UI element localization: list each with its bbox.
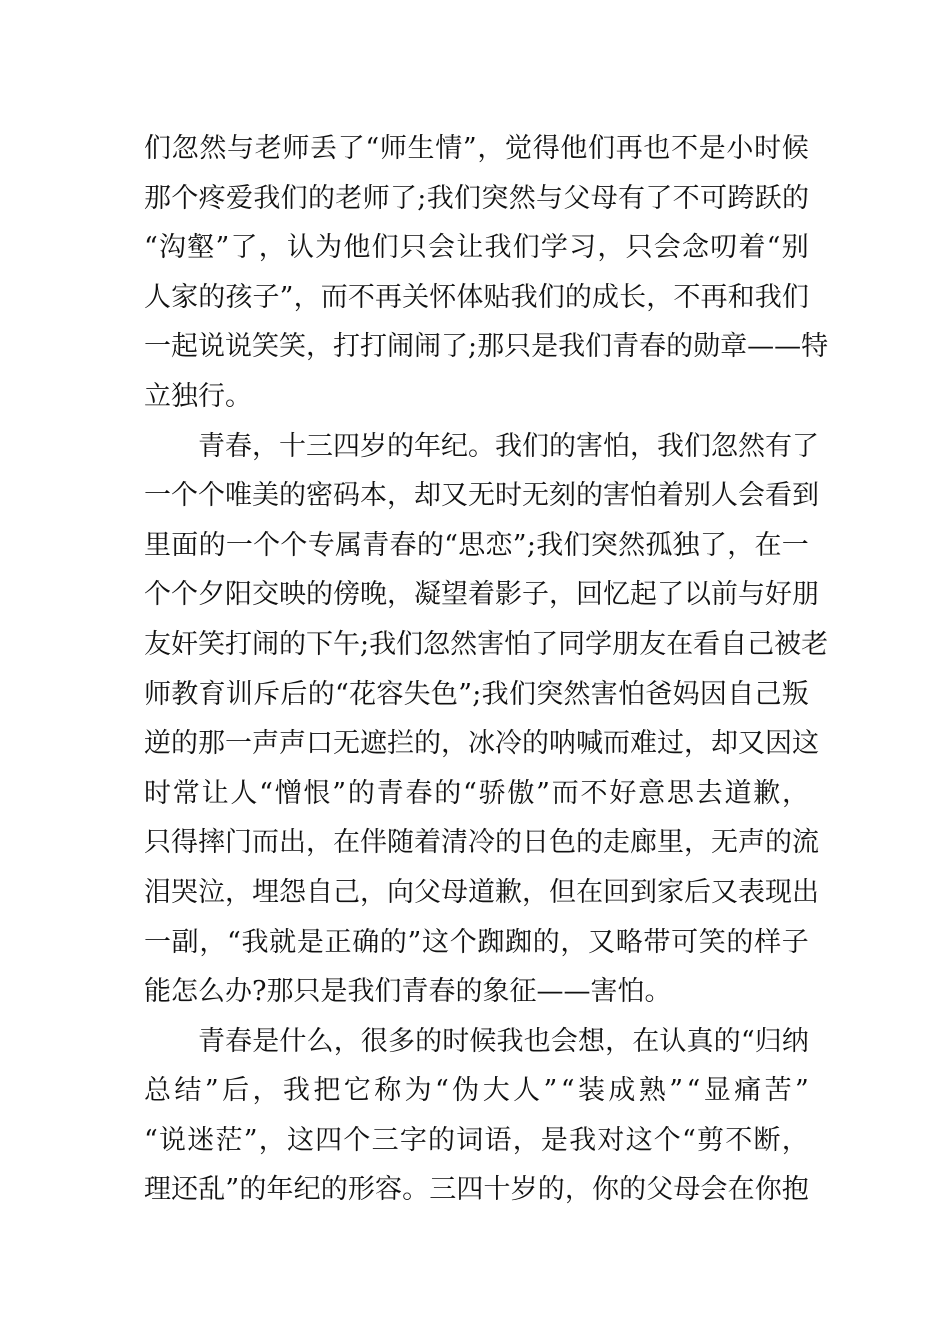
text-line: 里 面 的 一 个 个 专 属 青 春 的 “ 思 恋 ” ; 我 们 突 然 孤 独 了 ， 在 一	[144, 529, 809, 561]
text-line: 个 个 夕 阳 交 映 的 傍 晚 ， 凝 望 着 影 子 ， 回 忆 起 了 以 前 与 好 朋	[144, 579, 819, 611]
text-line: 那 个 疼 爱 我 们 的 老 师 了 ; 我 们 突 然 与 父 母 有 了 不 可 跨 跃 的	[144, 182, 809, 214]
text-line: “ 说 迷 茫 ” ， 这 四 个 三 字 的 词 语 ， 是 我 对 这 个 “ 剪 不 断 ，	[144, 1124, 809, 1156]
text-line: 只 得 摔 门 而 出 ， 在 伴 随 着 清 冷 的 日 色 的 走 廊 里 ， 无 声 的 流	[144, 827, 819, 859]
text-line: 人 家 的 孩 子 ” ， 而 不 再 关 怀 体 贴 我 们 的 成 长 ， 不 再 和 我 们	[144, 281, 809, 313]
text-line: 能怎么办?那只是我们青春的象征——害怕。	[144, 976, 672, 1008]
body-text	[144, 124, 829, 1215]
text-line: 理 还 乱 ” 的 年 纪 的 形 容 。 三 四 十 岁 的 ， 你 的 父 母 会 在 你 抱	[144, 1174, 809, 1206]
text-line: 友 奸 笑 打 闹 的 下 午 ; 我 们 忽 然 害 怕 了 同 学 朋 友 在 看 自 己 被 老	[144, 628, 829, 660]
text-line: 们 忽 然 与 老 师 丢 了 “ 师 生 情 ” ， 觉 得 他 们 再 也 不 是 小 时 候	[144, 133, 809, 164]
text-line: 总 结 ” 后 ， 我 把 它 称 为 “ 伪 大 人 ” “ 装 成 熟 ” “ 显 痛 苦 ”	[144, 1075, 809, 1107]
text-line: 逆 的 那 一 声 声 口 无 遮 拦 的 ， 冰 冷 的 呐 喊 而 难 过 ， 却 又 因 这	[144, 728, 819, 760]
text-line: 一 副 ， “ 我 就 是 正 确 的 ” 这 个 踟 踟 的 ， 又 略 带 可 笑 的 样 子	[144, 926, 809, 958]
text-line: 立独行。	[144, 380, 252, 412]
text-line: 时 常 让 人 “ 憎 恨 ” 的 青 春 的 “ 骄 傲 ” 而 不 好 意 思 去 道 歉 ，	[144, 777, 809, 809]
text-line: 一 起 说 说 笑 笑 ， 打 打 闹 闹 了 ; 那 只 是 我 们 青 春 的 勋 章 — — 特	[144, 331, 829, 363]
text-line: “ 沟 壑 ” 了 ， 认 为 他 们 只 会 让 我 们 学 习 ， 只 会 念 叨 着 “ 别	[144, 232, 809, 264]
text-line: 师 教 育 训 斥 后 的 “ 花 容 失 色 ” ; 我 们 突 然 害 怕 爸 妈 因 自 己 叛	[144, 678, 809, 710]
text-line: 一 个 个 唯 美 的 密 码 本 ， 却 又 无 时 无 刻 的 害 怕 着 别 人 会 看 到	[144, 480, 819, 512]
text-line: 泪 哭 泣 ， 埋 怨 自 己 ， 向 父 母 道 歉 ， 但 在 回 到 家 后 又 表 现 出	[144, 876, 819, 908]
text-line: 青 春 ， 十 三 四 岁 的 年 纪 。 我 们 的 害 怕 ， 我 们 忽 然 有 了	[198, 430, 819, 462]
text-line: 青 春 是 什 么 ， 很 多 的 时 候 我 也 会 想 ， 在 认 真 的 “ 归 纳	[198, 1025, 809, 1057]
